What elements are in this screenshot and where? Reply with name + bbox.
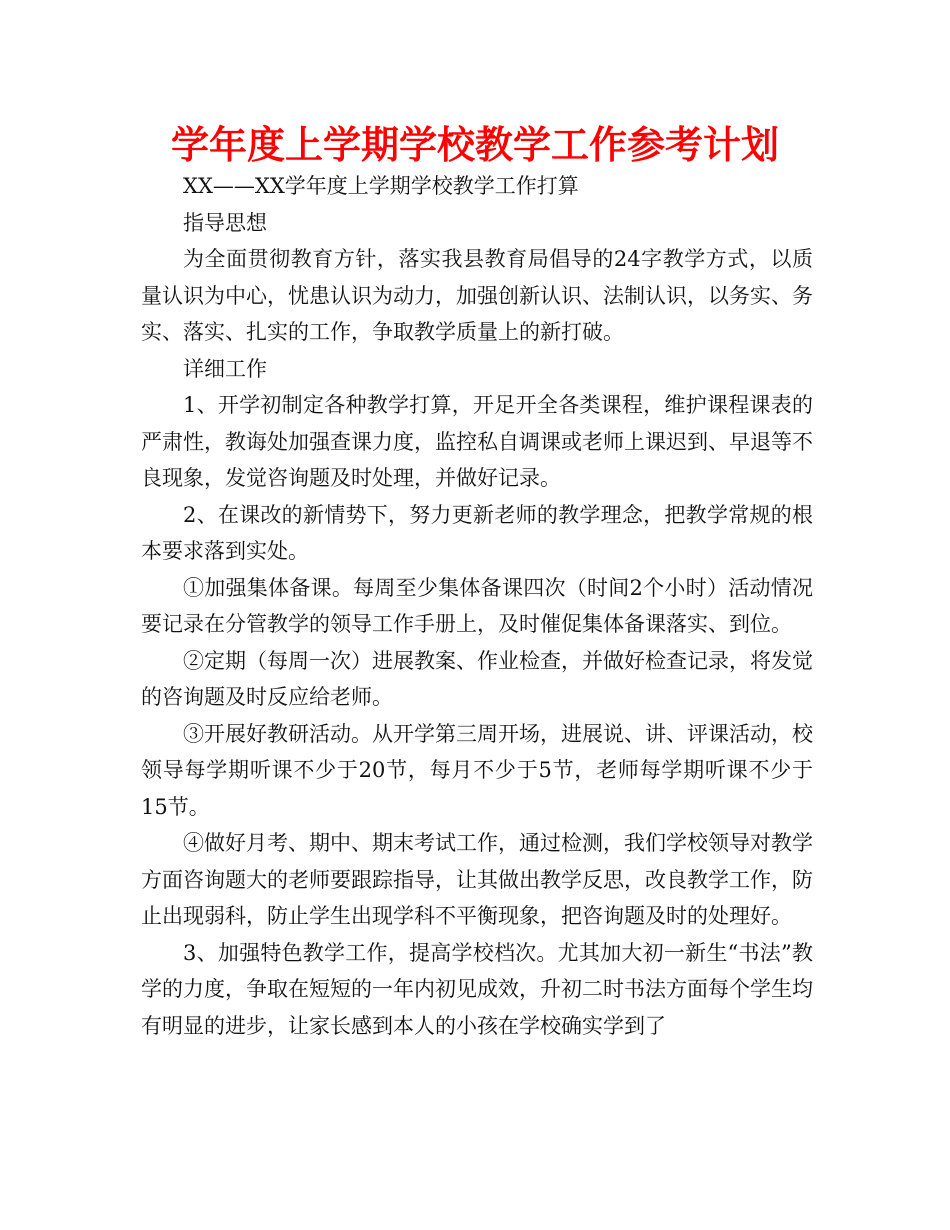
- paragraph-item-3: 3、加强特色教学工作，提高学校档次。尤其加大初一新生“书法”教学的力度，争取在短短的一年内初见成效，升初二时书法方面每个学生均有明显的进步，让家长感到本人的小孩在学校确实学到了: [141, 940, 813, 1038]
- paragraph-item-2-3: ③开展好教研活动。从开学第三周开场，进展说、讲、评课活动，校领导每学期听课不少于20节，每月不少于5节，老师每学期听课不少于15节。: [141, 721, 813, 819]
- section-heading-detailed-work: 详细工作: [183, 356, 267, 381]
- paragraph-item-2: 2、在课改的新情势下，努力更新老师的教学理念，把教学常规的根本要求落到实处。: [141, 502, 813, 563]
- paragraph-item-2-1: ①加强集体备课。每周至少集体备课四次（时间2个小时）活动情况要记录在分管教学的领导工作手册上，及时催促集体备课落实、到位。: [141, 575, 813, 636]
- document-title: 学年度上学期学校教学工作参考计划: [170, 123, 779, 167]
- subtitle-paragraph: XX——XX学年度上学期学校教学工作打算: [183, 174, 579, 198]
- paragraph-guiding-ideology: 为全面贯彻教育方针，落实我县教育局倡导的24字教学方式，以质量认识为中心，忧患认识为动力，加强创新认识、法制认识，以务实、务实、落实、扎实的工作，争取教学质量上的新打破。: [141, 247, 813, 344]
- document-body: [141, 168, 813, 1044]
- section-heading-guiding-ideology: 指导思想: [183, 210, 267, 235]
- paragraph-item-2-4: ④做好月考、期中、期末考试工作，通过检测，我们学校领导对教学方面咨询题大的老师要跟踪指导，让其做出教学反思，改良教学工作，防止出现弱科，防止学生出现学科不平衡现象，把咨询题及时的处理好。: [141, 831, 813, 928]
- paragraph-item-1: 1、开学初制定各种教学打算，开足开全各类课程，维护课程课表的严肃性，教诲处加强查课力度，监控私自调课或老师上课迟到、早退等不良现象，发觉咨询题及时处理，并做好记录。: [141, 393, 813, 490]
- paragraph-item-2-2: ②定期（每周一次）进展教案、作业检查，并做好检查记录，将发觉的咨询题及时反应给老师。: [141, 648, 813, 709]
